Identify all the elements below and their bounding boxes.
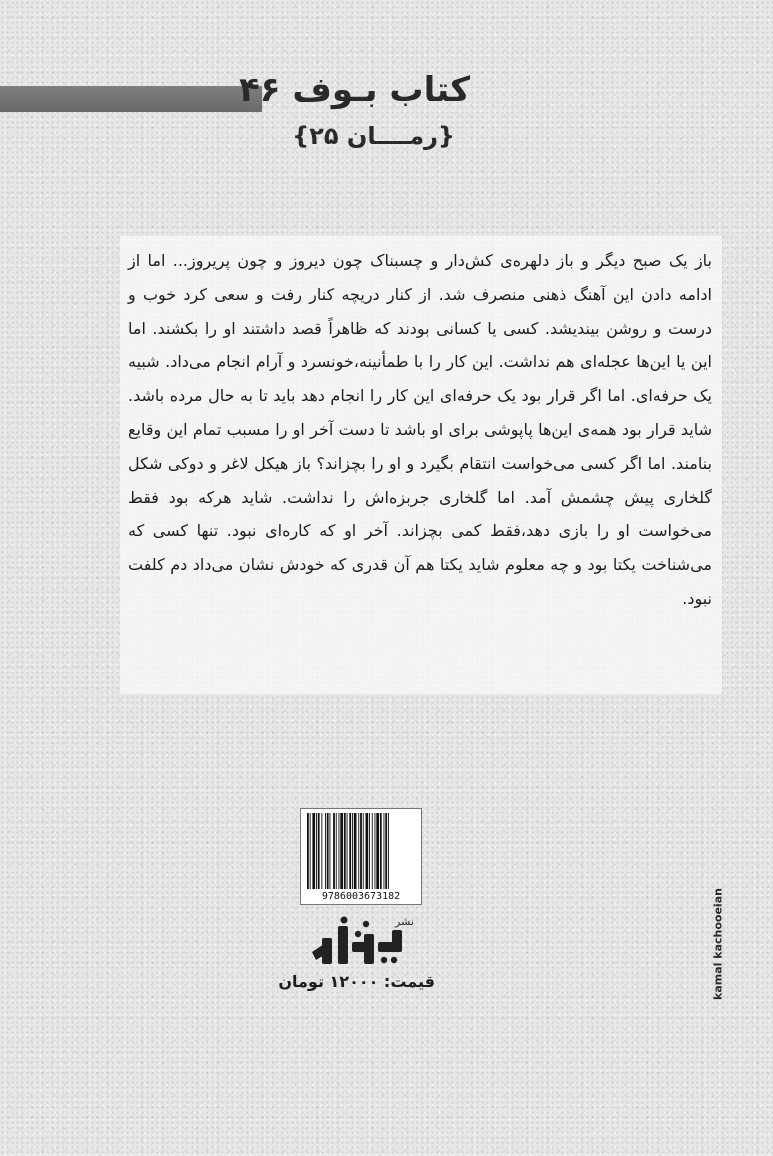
barcode [300, 808, 422, 905]
blurb-box [120, 236, 722, 694]
publisher-label: نشر [395, 915, 414, 928]
barcode-icon [305, 813, 417, 889]
blurb-text: باز یک صبح دیگر و باز دلهره‌ی کش‌دار و چسبناک چون دیروز و چون پریروز... اما از ادامه دادن این آهنگ ذهنی منصرف شد. از کنار دریچه کنار رفت و سعی کرد خوب و درست و روشن بیندیشد. کسی یا کسانی بودند که ظاهراً قصد داشتند او را بکشند. اما این یا این‌ها عجله‌ای هم نداشت. این کار را با طمأنینه،خونسرد و آرام انجام می‌داد. شبیه یک حرفه‌ای. اما اگر قرار بود یک حرفه‌ای این کار را انجام دهد باید تا به حال مرده باشد. شاید قرار بود همه‌ی این‌ها پاپوشی برای او باشد تا دست آخر او را مسبب تمام این وقایع بنامند. اما اگر کسی می‌خواست انتقام بگیرد و او را بچزاند؟ باز هیکل لاغر و دوکی شکل گلخاری پیش چشمش آمد. اما گلخاری جربزه‌اش را نداشت. شاید هرکه بود فقط می‌خواست او را بازی دهد،فقط کمی بچزاند. آخر او که کاره‌ای نبود. تنها کسی که می‌شناخت یکتا بود و چه معلوم شاید یکتا هم آن قدری که خودش نشان می‌داد دم کلفت نبود. [128, 251, 712, 608]
series-subtitle: {رمــــان ۲۵} [292, 122, 455, 150]
series-title: کتاب بـوف ۴۶ [239, 70, 470, 110]
publisher-logo [308, 914, 416, 970]
designer-credit-wrap [710, 884, 726, 1004]
isbn-number: 9786003673182 [321, 891, 401, 902]
designer-credit: kamal kachooeian [711, 888, 725, 1000]
series-bar [0, 86, 262, 112]
price: قیمت: ۱۲۰۰۰ تومان [278, 972, 435, 991]
